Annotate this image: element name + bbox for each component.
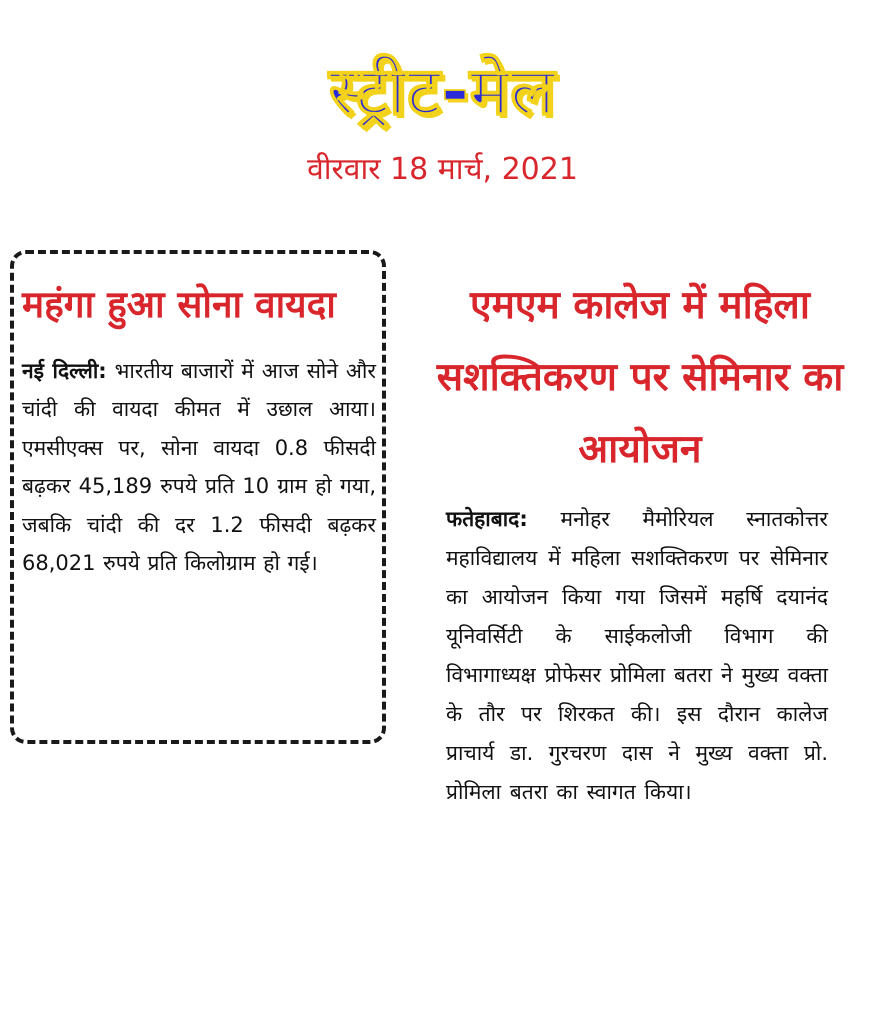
seminar-story-body [446,500,828,812]
seminar-story-dateline: फतेहाबाद: [446,507,528,531]
gold-story-headline: महंगा हुआ सोना वायदा [22,283,336,326]
seminar-story-text: मनोहर मैमोरियल स्नातकोत्तर महाविद्यालय में महिला सशक्तिकरण पर सेमिनार का आयोजन किया गया जिसमें महर्षि दयानंद यूनिवर्सिटी के साईकलोजी विभाग की विभागाध्यक्ष प्रोफेसर प्रोमिला बतरा ने मुख्य वक्ता के तौर पर शिरकत की। इस दौरान कालेज प्राचार्य डा. गुरचरण दास ने मुख्य वक्ता प्रो. प्रोमिला बतरा का स्वागत किया। [446,507,828,804]
gold-story-text: भारतीय बाजारों में आज सोने और चांदी की वायदा कीमत में उछाल आया। एमसीएक्स पर, सोना वायदा 0.8 फीसदी बढ़कर 45,189 रुपये प्रति 10 ग्राम हो गया, जबकि चांदी की दर 1.2 फीसदी बढ़कर 68,021 रुपये प्रति किलोग्राम हो गई। [22,359,376,576]
gold-story-body [22,352,376,582]
seminar-story-headline: एमएम कालेज में महिला सशक्तिकरण पर सेमिनार का आयोजन [436,283,844,472]
gold-story-dateline: नई दिल्ली: [22,359,107,383]
newspaper-masthead: स्ट्रीट-मेल [329,53,556,130]
publication-date: वीरवार 18 मार्च, 2021 [307,152,578,187]
